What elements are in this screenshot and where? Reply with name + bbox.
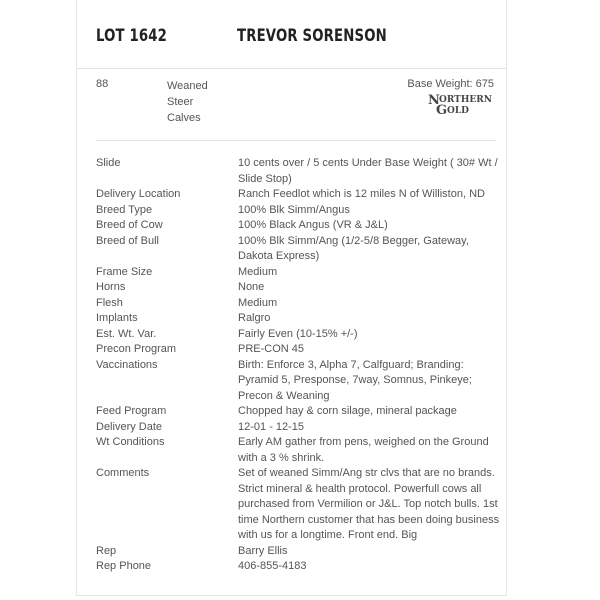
detail-value: PRE-CON 45 xyxy=(238,343,305,355)
detail-value: Fairly Even (10-15% +/-) xyxy=(238,327,358,340)
detail-label: Flesh xyxy=(96,296,123,309)
detail-label: Rep xyxy=(96,544,117,557)
detail-label: Breed of Bull xyxy=(96,234,159,247)
detail-value: Barry Ellis xyxy=(238,544,288,557)
detail-row xyxy=(77,265,506,281)
detail-value: None xyxy=(238,281,265,293)
detail-row xyxy=(77,311,506,327)
detail-label: Comments xyxy=(96,467,150,479)
detail-row xyxy=(77,187,506,203)
detail-value: 100% Blk Simm/Ang (1/2-5/8 Begger, Gateway, Dakota Express) xyxy=(238,234,469,262)
detail-label: Frame Size xyxy=(96,265,153,278)
lot-header xyxy=(77,0,506,69)
detail-label: Rep Phone xyxy=(96,560,152,572)
detail-row xyxy=(77,234,506,265)
detail-row xyxy=(77,358,506,405)
section-divider xyxy=(96,140,496,141)
detail-row xyxy=(77,296,506,312)
detail-value: 100% Black Angus (VR & J&L) xyxy=(238,219,388,231)
detail-label: Wt Conditions xyxy=(96,436,165,448)
lot-card xyxy=(76,0,507,596)
detail-row xyxy=(77,404,506,420)
detail-value: 406-855-4183 xyxy=(238,560,307,572)
consignor-name: TREVOR SORENSON xyxy=(237,26,387,46)
northern-gold-logo: N ORTHERN G OLD xyxy=(428,93,492,118)
detail-label: Horns xyxy=(96,281,126,293)
detail-value: Medium xyxy=(238,296,278,309)
detail-value: Birth: Enforce 3, Alpha 7, Calfguard; Branding: Pyramid 5, Presponse, 7way, Somnus, Pinkeye; Precon & Weaning xyxy=(238,358,472,402)
detail-row xyxy=(77,435,506,466)
detail-value: Set of weaned Simm/Ang str clvs that are no brands. Strict mineral & health protocol. Powerfull cows all purchased from Vermilion or J&L. Top notch bulls. 1st time Northern customer that has been doing business with us for a longtime. Front end. Big xyxy=(238,467,500,541)
description-line: Steer xyxy=(167,96,194,108)
detail-label: Vaccinations xyxy=(96,358,158,371)
detail-label: Breed Type xyxy=(96,203,153,216)
detail-row xyxy=(77,544,506,560)
description-line: Calves xyxy=(167,112,201,124)
detail-value: Medium xyxy=(238,265,278,278)
detail-row xyxy=(77,203,506,219)
detail-row xyxy=(77,218,506,234)
detail-value: Ranch Feedlot which is 12 miles N of Williston, ND xyxy=(238,188,485,200)
detail-value: Ralgro xyxy=(238,312,271,324)
cattle-description xyxy=(167,78,208,126)
head-count: 88 xyxy=(96,78,109,90)
detail-row xyxy=(77,156,506,187)
detail-row xyxy=(77,559,506,575)
detail-row xyxy=(77,466,506,544)
lot-number: LOT 1642 xyxy=(96,26,168,46)
detail-label: Implants xyxy=(96,312,138,324)
detail-label: Breed of Cow xyxy=(96,219,163,231)
detail-value: Early AM gather from pens, weighed on the Ground with a 3 % shrink. xyxy=(238,436,489,464)
description-line: Weaned xyxy=(167,80,208,92)
base-weight: Base Weight: 675 xyxy=(407,78,494,90)
detail-label: Delivery Location xyxy=(96,188,181,200)
detail-row xyxy=(77,420,506,436)
lot-details-list xyxy=(77,156,506,575)
detail-value: Chopped hay & corn silage, mineral package xyxy=(238,405,457,417)
detail-label: Delivery Date xyxy=(96,420,163,433)
detail-value: 10 cents over / 5 cents Under Base Weight ( 30# Wt / Slide Stop) xyxy=(238,157,498,185)
detail-row xyxy=(77,327,506,343)
detail-value: 100% Blk Simm/Angus xyxy=(238,203,350,216)
detail-label: Slide xyxy=(96,157,121,169)
detail-label: Precon Program xyxy=(96,343,177,355)
lot-summary xyxy=(77,68,506,140)
detail-label: Est. Wt. Var. xyxy=(96,327,157,340)
detail-row xyxy=(77,342,506,358)
detail-label: Feed Program xyxy=(96,405,167,417)
detail-value: 12-01 - 12-15 xyxy=(238,420,305,433)
detail-row xyxy=(77,280,506,296)
